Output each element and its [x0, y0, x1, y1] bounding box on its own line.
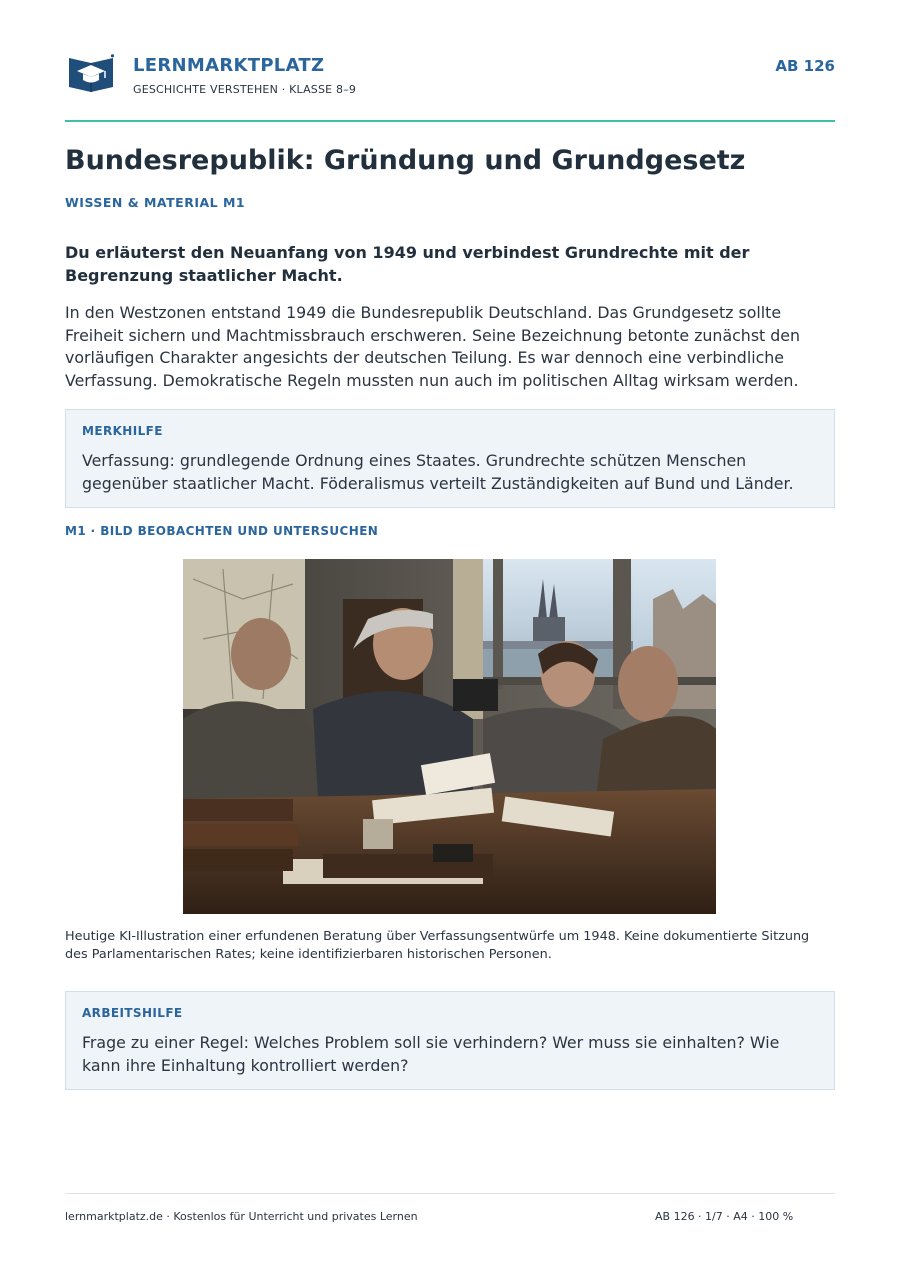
material-label: M1 · BILD BEOBACHTEN UND UNTERSUCHEN	[65, 524, 379, 538]
brand-name: LERNMARKTPLATZ	[133, 55, 325, 76]
header-divider	[65, 120, 835, 122]
footer-divider	[65, 1193, 835, 1194]
footer-site-note: lernmarktplatz.de · Kostenlos für Unterricht und privates Lernen	[65, 1210, 418, 1223]
learning-goal: Du erläuterst den Neuanfang von 1949 und verbindest Grundrechte mit der Begrenzung staatlicher Macht.	[65, 243, 750, 285]
sheet-id: AB 126	[775, 57, 835, 75]
intro-text: In den Westzonen entstand 1949 die Bundesrepublik Deutschland. Das Grundgesetz sollte Freiheit sichern und Machtmissbrauch erschweren. Seine Bezeichnung betonte zunächst den vorläufigen Charakter angesichts der deutschen Teilung. Es war dennoch eine verbindliche Verfassung. Demokratische Regeln mussten nun auch im politischen Alltag wirksam werden.	[65, 303, 801, 391]
merkhilfe-label: MERKHILFE	[82, 424, 163, 438]
merkhilfe-box	[65, 409, 835, 508]
merkhilfe-text: Verfassung: grundlegende Ordnung eines Staates. Grundrechte schützen Menschen gegenüber staatlicher Macht. Föderalismus verteilt Zuständigkeiten auf Bund und Länder.	[82, 451, 794, 493]
footer-page-info: AB 126 · 1/7 · A4 · 100 %	[655, 1210, 794, 1223]
page-title: Bundesrepublik: Gründung und Grundgesetz	[65, 145, 746, 176]
graduation-cap-book-icon	[67, 54, 115, 92]
arbeitshilfe-box	[65, 991, 835, 1090]
illustration-image	[183, 559, 716, 914]
worksheet-page	[65, 0, 835, 1273]
brand-subtitle: GESCHICHTE VERSTEHEN · KLASSE 8–9	[133, 83, 357, 96]
section-kicker: WISSEN & MATERIAL M1	[65, 195, 246, 210]
page-header	[65, 50, 835, 100]
image-caption: Heutige KI-Illustration einer erfundenen Beratung über Verfassungsentwürfe um 1948. Keine dokumentierte Sitzung des Parlamentarischen Rates; keine identifizierbaren historischen Personen.	[65, 929, 810, 962]
arbeitshilfe-text: Frage zu einer Regel: Welches Problem soll sie verhindern? Wer muss sie einhalten? Wie kann ihre Einhaltung kontrolliert werden?	[82, 1033, 780, 1075]
arbeitshilfe-label: ARBEITSHILFE	[82, 1006, 183, 1020]
